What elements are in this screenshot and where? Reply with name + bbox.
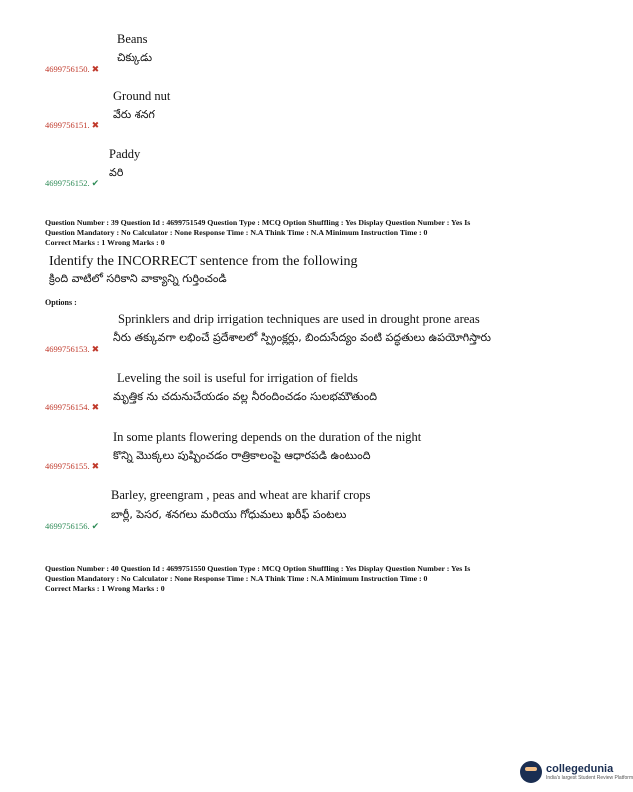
option-text-en: Paddy bbox=[109, 147, 141, 161]
cross-icon: ✖ bbox=[91, 344, 100, 354]
cross-icon: ✖ bbox=[91, 64, 100, 74]
question-meta-line: Question Mandatory : No Calculator : None Response Time : N.A Think Time : N.A Minimum Instruction Time : 0 bbox=[45, 574, 428, 583]
option-text-en: Sprinklers and drip irrigation techniques are used in drought prone areas bbox=[118, 312, 480, 326]
collegedunia-logo bbox=[520, 761, 633, 783]
option-id: 4699756156. ✔ bbox=[45, 521, 100, 531]
question-text-en: Identify the INCORRECT sentence from the following bbox=[49, 254, 358, 269]
question-meta-line: Question Number : 40 Question Id : 4699751550 Question Type : MCQ Option Shuffling : Yes Display Question Number : Yes Is bbox=[45, 564, 471, 573]
option-text-te: చిక్కుడు bbox=[117, 51, 153, 64]
option-text-en: Barley, greengram , peas and wheat are kharif crops bbox=[111, 488, 371, 502]
option-text-en: Ground nut bbox=[113, 89, 171, 103]
option-text-te: నీరు తక్కువగా లభించే ప్రదేశాలలో స్ప్రింక్లర్లు, బిందుసేద్యం వంటి పద్ధతులు ఉపయోగిస్తారు bbox=[113, 331, 491, 344]
cross-icon: ✖ bbox=[91, 402, 100, 412]
option-text-en: In some plants flowering depends on the duration of the night bbox=[113, 430, 422, 444]
option-text-te: బార్లీ, పెసర, శనగలు మరియు గోధుమలు ఖరీఫ్ పంటలు bbox=[111, 508, 347, 521]
option-id: 4699756154. ✖ bbox=[45, 402, 100, 412]
option-text-en: Leveling the soil is useful for irrigation of fields bbox=[117, 371, 358, 385]
question-text-te: క్రింది వాటిలో సరికాని వాక్యాన్ని గుర్తించండి bbox=[49, 272, 227, 285]
option-id: 4699756153. ✖ bbox=[45, 344, 100, 354]
option-id: 4699756155. ✖ bbox=[45, 461, 100, 471]
logo-name: collegedunia bbox=[546, 762, 614, 775]
question-meta-line: Correct Marks : 1 Wrong Marks : 0 bbox=[45, 238, 165, 247]
question-meta-line: Correct Marks : 1 Wrong Marks : 0 bbox=[45, 584, 165, 593]
check-icon: ✔ bbox=[91, 521, 100, 531]
option-id: 4699756152. ✔ bbox=[45, 178, 100, 188]
question-meta-block bbox=[45, 564, 470, 594]
logo-tagline: India's largest Student Review Platform bbox=[546, 774, 633, 781]
option-text-te: మృత్తిక ను చదునుచేయడం వల్ల నీరందించడం సులభమౌతుంది bbox=[113, 390, 377, 403]
option-text-te: వేరు శనగ bbox=[113, 108, 155, 121]
option-id: 4699756150. ✖ bbox=[45, 64, 100, 74]
logo-text bbox=[546, 764, 633, 781]
cross-icon: ✖ bbox=[91, 461, 100, 471]
options-label: Options : bbox=[45, 298, 77, 307]
option-text-te: కొన్ని మొక్కలు పుష్పించడం రాత్రికాలంపై ఆధారపడి ఉంటుంది bbox=[113, 449, 371, 462]
option-id: 4699756151. ✖ bbox=[45, 120, 100, 130]
mascot-icon bbox=[520, 761, 542, 783]
check-icon: ✔ bbox=[91, 178, 100, 188]
question-meta-line: Question Mandatory : No Calculator : None Response Time : N.A Think Time : N.A Minimum Instruction Time : 0 bbox=[45, 228, 428, 237]
question-meta-block bbox=[45, 218, 470, 248]
option-text-te: వరి bbox=[109, 166, 124, 179]
cross-icon: ✖ bbox=[91, 120, 100, 130]
option-text-en: Beans bbox=[117, 32, 148, 46]
question-meta-line: Question Number : 39 Question Id : 4699751549 Question Type : MCQ Option Shuffling : Yes Display Question Number : Yes Is bbox=[45, 218, 471, 227]
